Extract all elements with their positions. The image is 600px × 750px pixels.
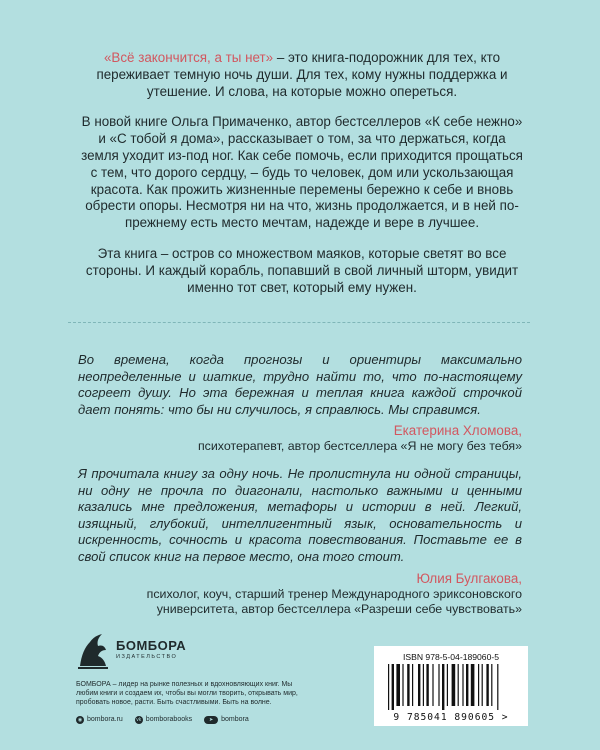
- review-text: Я прочитала книгу за одну ночь. Не пролистнула ни одной страницы, ни одну не прочла по диагонали, настолько важными и ценными казались мне предложения, метафоры и истории в ней. Легкий, изящный, глубокий, интеллигентный язык, основательность и искренность, сочность и красота повествования. Поставьте ее в свой список книг на первое место, она того стоит.: [78, 466, 522, 564]
- barcode-bar: [392, 664, 394, 710]
- barcode-bar: [466, 664, 468, 706]
- reviewer-name: Екатерина Хломова,: [393, 423, 522, 439]
- publisher-block: [76, 630, 306, 724]
- review-quote: [78, 466, 522, 618]
- barcode-bar: [447, 664, 448, 706]
- barcode-bar: [396, 664, 400, 706]
- publisher-brand: БОМБОРА: [116, 638, 187, 653]
- reviewer-credentials: психотерапевт, автор бестселлера «Я не могу без тебя»: [197, 439, 522, 454]
- publisher-subbrand: ИЗДАТЕЛЬСТВО: [116, 654, 178, 660]
- social-label: bomborabooks: [145, 716, 193, 724]
- barcode-bar: [407, 664, 409, 706]
- barcode-bar: [497, 664, 498, 710]
- book-blurb: [78, 50, 526, 310]
- review-attribution: [78, 422, 522, 455]
- publisher-logo: [76, 630, 306, 670]
- review-attribution: [78, 570, 522, 618]
- social-label: bombora: [221, 716, 249, 724]
- section-divider: [68, 322, 530, 323]
- barcode-bar: [426, 664, 428, 706]
- barcode-bar: [471, 664, 475, 706]
- barcode-bar: [491, 664, 492, 706]
- bombora-wave-icon: [76, 630, 110, 670]
- social-label: bombora.ru: [87, 716, 123, 724]
- vk-icon: vk: [136, 716, 142, 723]
- isbn-label: ISBN 978-5-04-189060-5: [402, 652, 500, 662]
- barcode-image: [388, 664, 514, 710]
- blurb-paragraph-1-text: – это книга-подорожник для тех, кто переживает темную ночь души. Для тех, кому нужны поддержка и утешение. И слова, на которые можно опереться.: [96, 50, 508, 99]
- book-title-highlight: «Всё закончится, а ты нет»: [103, 50, 274, 65]
- barcode-bar: [486, 664, 488, 706]
- isbn-barcode-block: [374, 646, 528, 726]
- barcode-bar: [462, 664, 463, 706]
- barcode-bar: [482, 664, 483, 706]
- globe-icon: ◉: [77, 716, 83, 723]
- social-link-vk: [135, 716, 192, 724]
- social-link-site: [76, 716, 123, 724]
- barcode-bar: [432, 664, 433, 706]
- barcode-bar: [402, 664, 403, 706]
- barcode-bar: [478, 664, 479, 706]
- reviewer-name: Юлия Булгакова,: [416, 570, 522, 586]
- blurb-paragraph-1: [78, 50, 526, 100]
- barcode-number: 9 785041 890605 >: [393, 712, 509, 723]
- reviewer-credentials: психолог, коуч, старший тренер Международного эриксоновского университета, автор бестселлера «Разреши себе чувствовать»: [146, 586, 522, 617]
- review-quote: [78, 352, 522, 455]
- barcode-bar: [452, 664, 456, 706]
- publisher-social-links: [76, 716, 306, 724]
- telegram-icon: ➤: [204, 716, 218, 724]
- barcode-bar: [418, 664, 420, 706]
- barcode-bar: [388, 664, 389, 710]
- review-text: Во времена, когда прогнозы и ориентиры максимально неопределенные и шаткие, трудно найти то, что по-настоящему согреет душу. Но эта бережная и теплая книга каждой строчкой дает понять: что бы ни случилось, я справлюсь. Мы справимся.: [78, 352, 522, 417]
- blurb-paragraph-2: В новой книге Ольга Примаченко, автор бестселлеров «К себе нежно» и «С тобой я дома», рассказывает о том, за что держаться, когда земля уходит из-под ног. Как себе помочь, если приходится прощаться с тем, что дорого сердцу, – будь то человек, дом или ускользающая красота. Как прожить жизненные перемены бережно к себе и вновь обрести опоры. Несмотря ни на что, жизнь продолжается, и в ней по-прежнему есть место мечтам, надежде и вере в лучшее.: [81, 114, 523, 231]
- blurb-paragraph-3: Эта книга – остров со множеством маяков, которые светят во все стороны. И каждый корабль, попавший в свой личный шторм, увидит именно тот свет, который ему нужен.: [85, 245, 519, 295]
- barcode-bar: [412, 664, 413, 706]
- barcode-bar: [423, 664, 424, 706]
- barcode-bar: [458, 664, 459, 706]
- barcode-bar: [442, 664, 444, 710]
- barcode-bar: [438, 664, 439, 706]
- publisher-description: БОМБОРА – лидер на рынке полезных и вдохновляющих книг. Мы любим книги и создаем их, чтобы вы могли творить, открывать мир, пробовать новое, расти. Быть счастливыми. Быть на волне.: [76, 681, 298, 707]
- social-link-telegram: [204, 716, 249, 724]
